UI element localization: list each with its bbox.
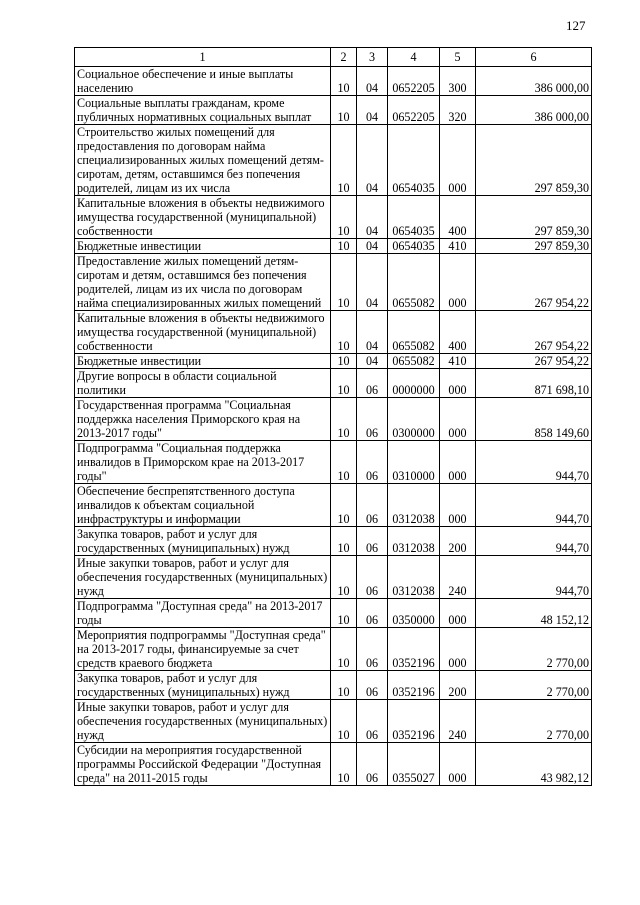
- target-article-cell: 0352196: [388, 700, 440, 743]
- header-cell: 5: [440, 48, 476, 67]
- amount-cell: 944,70: [476, 556, 592, 599]
- page-number: 127: [566, 18, 586, 33]
- table-row: [75, 96, 592, 125]
- section-cell: 10: [331, 700, 357, 743]
- target-article-cell: 0652205: [388, 67, 440, 96]
- subsection-cell: 04: [357, 67, 388, 96]
- target-article-cell: 0312038: [388, 527, 440, 556]
- expense-type-cell: 410: [440, 354, 476, 369]
- target-article-cell: 0300000: [388, 398, 440, 441]
- subsection-cell: 06: [357, 556, 388, 599]
- amount-cell: 858 149,60: [476, 398, 592, 441]
- table-row: [75, 441, 592, 484]
- section-cell: 10: [331, 67, 357, 96]
- target-article-cell: 0352196: [388, 671, 440, 700]
- target-article-cell: 0654035: [388, 125, 440, 196]
- target-article-cell: 0654035: [388, 196, 440, 239]
- subsection-cell: 06: [357, 700, 388, 743]
- expense-type-cell: 200: [440, 671, 476, 700]
- expense-type-cell: 000: [440, 398, 476, 441]
- amount-cell: 2 770,00: [476, 700, 592, 743]
- budget-table: [74, 47, 592, 786]
- target-article-cell: 0352196: [388, 628, 440, 671]
- expense-type-cell: 400: [440, 196, 476, 239]
- section-cell: 10: [331, 484, 357, 527]
- subsection-cell: 04: [357, 125, 388, 196]
- subsection-cell: 04: [357, 311, 388, 354]
- section-cell: 10: [331, 671, 357, 700]
- expense-type-cell: 000: [440, 484, 476, 527]
- row-name-cell: Подпрограмма "Доступная среда" на 2013-2017 годы: [75, 599, 331, 628]
- row-name-cell: Бюджетные инвестиции: [75, 354, 331, 369]
- amount-cell: 48 152,12: [476, 599, 592, 628]
- expense-type-cell: 000: [440, 628, 476, 671]
- section-cell: 10: [331, 96, 357, 125]
- table-row: [75, 556, 592, 599]
- section-cell: 10: [331, 254, 357, 311]
- target-article-cell: 0312038: [388, 484, 440, 527]
- row-name-cell: Субсидии на мероприятия государственной программы Российской Федерации "Доступная среда" на 2011-2015 годы: [75, 743, 331, 786]
- table-row: [75, 67, 592, 96]
- subsection-cell: 04: [357, 354, 388, 369]
- amount-cell: 944,70: [476, 441, 592, 484]
- expense-type-cell: 240: [440, 556, 476, 599]
- section-cell: 10: [331, 196, 357, 239]
- target-article-cell: 0655082: [388, 254, 440, 311]
- expense-type-cell: 000: [440, 254, 476, 311]
- amount-cell: 267 954,22: [476, 311, 592, 354]
- table-row: [75, 527, 592, 556]
- section-cell: 10: [331, 125, 357, 196]
- target-article-cell: 0312038: [388, 556, 440, 599]
- amount-cell: 267 954,22: [476, 254, 592, 311]
- row-name-cell: Закупка товаров, работ и услуг для государственных (муниципальных) нужд: [75, 671, 331, 700]
- table-row: [75, 671, 592, 700]
- header-cell: 1: [75, 48, 331, 67]
- amount-cell: 2 770,00: [476, 671, 592, 700]
- expense-type-cell: 400: [440, 311, 476, 354]
- row-name-cell: Социальные выплаты гражданам, кроме публичных нормативных социальных выплат: [75, 96, 331, 125]
- table-row: [75, 398, 592, 441]
- table-row: [75, 484, 592, 527]
- expense-type-cell: 410: [440, 239, 476, 254]
- section-cell: 10: [331, 527, 357, 556]
- expense-type-cell: 000: [440, 743, 476, 786]
- subsection-cell: 06: [357, 369, 388, 398]
- amount-cell: 267 954,22: [476, 354, 592, 369]
- row-name-cell: Государственная программа "Социальная поддержка населения Приморского края на 2013-2017 годы": [75, 398, 331, 441]
- table-row: [75, 599, 592, 628]
- amount-cell: 297 859,30: [476, 125, 592, 196]
- subsection-cell: 06: [357, 671, 388, 700]
- row-name-cell: Закупка товаров, работ и услуг для государственных (муниципальных) нужд: [75, 527, 331, 556]
- row-name-cell: Предоставление жилых помещений детям-сиротам и детям, оставшимся без попечения родителей, лицам из их числа по договорам найма специализированных жилых помещений: [75, 254, 331, 311]
- section-cell: 10: [331, 441, 357, 484]
- section-cell: 10: [331, 599, 357, 628]
- row-name-cell: Социальное обеспечение и иные выплаты населению: [75, 67, 331, 96]
- row-name-cell: Обеспечение беспрепятственного доступа инвалидов к объектам социальной инфраструктуры и информации: [75, 484, 331, 527]
- table-row: [75, 125, 592, 196]
- header-cell: 4: [388, 48, 440, 67]
- table-row: [75, 743, 592, 786]
- table-row: [75, 239, 592, 254]
- amount-cell: 386 000,00: [476, 67, 592, 96]
- expense-type-cell: 200: [440, 527, 476, 556]
- amount-cell: 297 859,30: [476, 239, 592, 254]
- row-name-cell: Иные закупки товаров, работ и услуг для обеспечения государственных (муниципальных) нужд: [75, 700, 331, 743]
- amount-cell: 871 698,10: [476, 369, 592, 398]
- subsection-cell: 06: [357, 398, 388, 441]
- subsection-cell: 06: [357, 743, 388, 786]
- amount-cell: 297 859,30: [476, 196, 592, 239]
- subsection-cell: 04: [357, 96, 388, 125]
- row-name-cell: Другие вопросы в области социальной политики: [75, 369, 331, 398]
- section-cell: 10: [331, 311, 357, 354]
- header-cell: 3: [357, 48, 388, 67]
- amount-cell: 944,70: [476, 484, 592, 527]
- target-article-cell: 0655082: [388, 311, 440, 354]
- subsection-cell: 06: [357, 599, 388, 628]
- target-article-cell: 0355027: [388, 743, 440, 786]
- subsection-cell: 06: [357, 441, 388, 484]
- table-row: [75, 196, 592, 239]
- section-cell: 10: [331, 556, 357, 599]
- target-article-cell: 0655082: [388, 354, 440, 369]
- table-row: [75, 354, 592, 369]
- row-name-cell: Капитальные вложения в объекты недвижимого имущества государственной (муниципальной) собственности: [75, 196, 331, 239]
- subsection-cell: 04: [357, 239, 388, 254]
- expense-type-cell: 000: [440, 125, 476, 196]
- amount-cell: 944,70: [476, 527, 592, 556]
- expense-type-cell: 000: [440, 441, 476, 484]
- table-header-row: [75, 48, 592, 67]
- section-cell: 10: [331, 398, 357, 441]
- header-cell: 6: [476, 48, 592, 67]
- target-article-cell: 0350000: [388, 599, 440, 628]
- row-name-cell: Капитальные вложения в объекты недвижимого имущества государственной (муниципальной) собственности: [75, 311, 331, 354]
- table-row: [75, 311, 592, 354]
- target-article-cell: 0652205: [388, 96, 440, 125]
- row-name-cell: Бюджетные инвестиции: [75, 239, 331, 254]
- row-name-cell: Мероприятия подпрограммы "Доступная среда" на 2013-2017 годы, финансируемые за счет средств краевого бюджета: [75, 628, 331, 671]
- subsection-cell: 06: [357, 527, 388, 556]
- row-name-cell: Строительство жилых помещений для предоставления по договорам найма специализированных жилых помещений детям-сиротам, детям, оставшимся без попечения родителей, лицам из их числа: [75, 125, 331, 196]
- expense-type-cell: 000: [440, 369, 476, 398]
- expense-type-cell: 000: [440, 599, 476, 628]
- subsection-cell: 06: [357, 484, 388, 527]
- table-row: [75, 254, 592, 311]
- target-article-cell: 0310000: [388, 441, 440, 484]
- target-article-cell: 0000000: [388, 369, 440, 398]
- table-row: [75, 369, 592, 398]
- expense-type-cell: 300: [440, 67, 476, 96]
- subsection-cell: 04: [357, 254, 388, 311]
- amount-cell: 2 770,00: [476, 628, 592, 671]
- amount-cell: 386 000,00: [476, 96, 592, 125]
- section-cell: 10: [331, 239, 357, 254]
- row-name-cell: Иные закупки товаров, работ и услуг для обеспечения государственных (муниципальных) нужд: [75, 556, 331, 599]
- target-article-cell: 0654035: [388, 239, 440, 254]
- subsection-cell: 06: [357, 628, 388, 671]
- header-cell: 2: [331, 48, 357, 67]
- section-cell: 10: [331, 369, 357, 398]
- row-name-cell: Подпрограмма "Социальная поддержка инвалидов в Приморском крае на 2013-2017 годы": [75, 441, 331, 484]
- table-row: [75, 700, 592, 743]
- section-cell: 10: [331, 354, 357, 369]
- section-cell: 10: [331, 628, 357, 671]
- expense-type-cell: 240: [440, 700, 476, 743]
- expense-type-cell: 320: [440, 96, 476, 125]
- subsection-cell: 04: [357, 196, 388, 239]
- section-cell: 10: [331, 743, 357, 786]
- amount-cell: 43 982,12: [476, 743, 592, 786]
- table-row: [75, 628, 592, 671]
